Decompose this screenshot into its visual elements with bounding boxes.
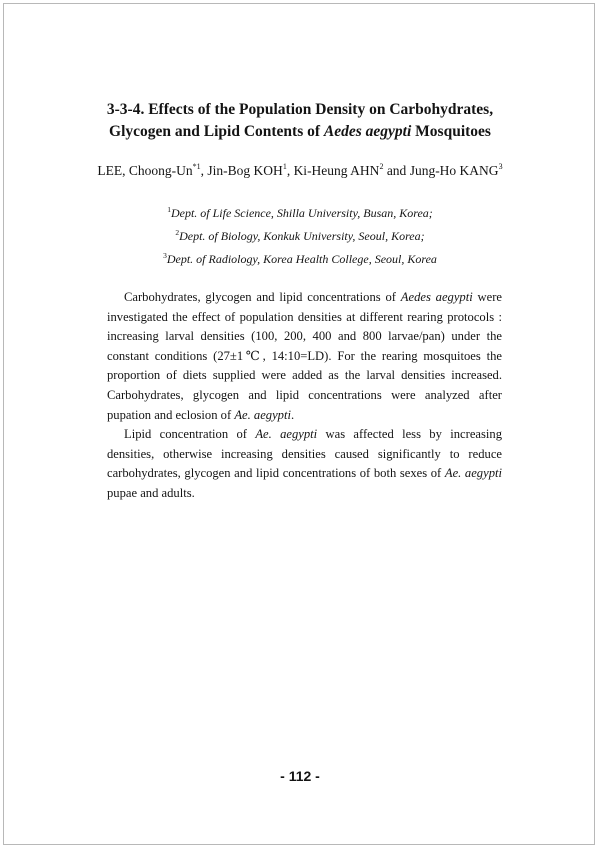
- abstract-paragraph-1: [107, 288, 502, 425]
- abstract-body: [107, 288, 502, 504]
- affiliation-superscript: 1: [167, 205, 171, 214]
- author-separator: ,: [286, 163, 294, 178]
- abstract-text: were investigated the effect of population densities at different rearing protocols : increasing larval densities (100, 200, 400 and 800 larvae/pan) under the constant conditions (27±1℃, 14:10=LD). For the rearing mosquitoes the proportion of diets supplied were added as the larval densities increased. Carbohydrates, glycogen and lipid concentrations were analyzed after pupation and eclosion of: [107, 290, 503, 422]
- abstract-paragraph-2: [107, 425, 502, 503]
- affiliation-superscript: 2: [175, 228, 180, 237]
- title-line-2-start: Glycogen and Lipid Contents of: [109, 123, 324, 140]
- affiliation-text: Dept. of Radiology, Korea Health College, Seoul, Korea: [166, 252, 437, 266]
- title-species-name: Aedes aegypti: [323, 123, 412, 140]
- abstract-text: Carbohydrates, glycogen and lipid concentrations of: [124, 290, 401, 304]
- species-name: Ae. aegypti: [255, 427, 318, 442]
- species-name: Ae. aegypti: [234, 407, 291, 422]
- affiliation-list: [0, 200, 600, 269]
- abstract-text: pupae and adults.: [107, 485, 195, 500]
- page-number: - 112 -: [280, 768, 320, 784]
- author-name: LEE, Choong-Un: [97, 163, 193, 178]
- abstract-text: .: [290, 407, 295, 422]
- affiliation-line: [0, 246, 600, 269]
- author-superscript: *1: [192, 162, 201, 171]
- affiliation-line: [0, 223, 600, 246]
- author-name: Jung-Ho KANG: [409, 163, 499, 178]
- species-name: Aedes aegypti: [400, 290, 473, 304]
- author-separator: and: [383, 163, 410, 178]
- abstract-text: was affected less by increasing densities, otherwise increasing densities caused significantly to reduce carbohydrates, glycogen and lipid concentrations of both sexes of: [107, 427, 502, 481]
- author-list: [0, 162, 600, 179]
- title-line-2-end: Mosquitoes: [411, 123, 491, 140]
- title-line-2: [0, 121, 600, 143]
- species-name: Ae. aegypti: [444, 466, 502, 481]
- paper-title: [0, 99, 600, 143]
- author-separator: ,: [200, 163, 208, 178]
- abstract-text: Lipid concentration of: [124, 427, 256, 442]
- author-superscript: 2: [379, 162, 384, 171]
- author-name: Ki-Heung AHN: [293, 163, 380, 178]
- author-superscript: 1: [282, 162, 287, 171]
- affiliation-text: Dept. of Biology, Konkuk University, Seoul, Korea;: [179, 229, 425, 243]
- title-line-1: 3-3-4. Effects of the Population Density on Carbohydrates,: [106, 101, 494, 118]
- affiliation-superscript: 3: [163, 251, 167, 260]
- affiliation-text: Dept. of Life Science, Shilla University, Busan, Korea;: [170, 206, 433, 220]
- author-name: Jin-Bog KOH: [207, 163, 283, 178]
- author-superscript: 3: [498, 162, 503, 171]
- affiliation-line: [0, 200, 600, 223]
